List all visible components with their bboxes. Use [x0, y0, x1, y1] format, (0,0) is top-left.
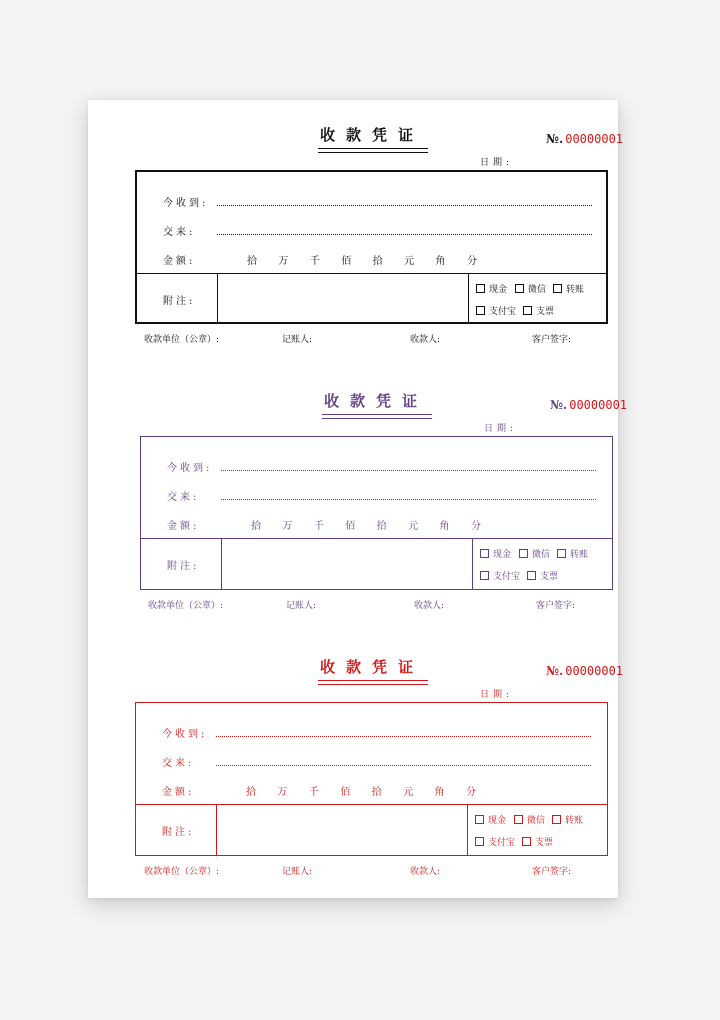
column-divider	[467, 804, 468, 855]
payment-option-transfer[interactable]: 转账	[552, 813, 583, 826]
footer-bookkeeper: 记账人:	[286, 601, 317, 611]
receipt-voucher-red	[88, 656, 624, 906]
voucher-form	[140, 436, 613, 590]
checkbox-icon	[519, 549, 528, 558]
amount-label: 金额:	[163, 256, 196, 267]
voucher-number	[546, 132, 623, 146]
checkbox-icon	[552, 815, 561, 824]
amount-unit: 角	[434, 787, 445, 798]
checkbox-icon	[480, 571, 489, 580]
amount-unit: 分	[470, 521, 481, 532]
payment-option-cash[interactable]: 现金	[476, 282, 507, 295]
payment-option-wechat[interactable]: 微信	[519, 547, 550, 560]
title-underline	[318, 148, 428, 149]
title-underline	[322, 414, 432, 415]
column-divider	[217, 273, 218, 322]
date-label: 日期:	[480, 158, 514, 168]
voucher-number	[546, 664, 623, 678]
payment-option-wechat[interactable]: 微信	[515, 282, 546, 295]
payment-option-alipay[interactable]: 支付宝	[476, 304, 516, 317]
column-divider	[468, 273, 469, 322]
column-divider	[216, 804, 217, 855]
date-label: 日期:	[480, 690, 514, 700]
footer-customer-signature: 客户签字:	[536, 601, 576, 611]
number-digits: 00000001	[565, 132, 624, 146]
received-from-field[interactable]	[216, 736, 591, 737]
for-field[interactable]	[217, 234, 592, 235]
voucher-title: 收款凭证	[324, 392, 429, 410]
amount-unit: 拾	[372, 256, 383, 267]
footer-bookkeeper: 记账人:	[282, 867, 313, 877]
row-divider	[137, 273, 606, 274]
amount-unit: 元	[403, 787, 414, 798]
amount-unit: 万	[277, 787, 288, 798]
checkbox-icon	[476, 306, 485, 315]
voucher-form	[135, 702, 608, 856]
payment-option-cash[interactable]: 现金	[480, 547, 511, 560]
for-field[interactable]	[216, 765, 591, 766]
amount-unit: 拾	[251, 521, 261, 532]
checkbox-icon	[527, 571, 536, 580]
amount-unit: 分	[465, 787, 476, 798]
checkbox-icon	[557, 549, 566, 558]
received-from-label: 今收到:	[162, 729, 208, 740]
voucher-title: 收款凭证	[320, 658, 425, 676]
for-label: 交来:	[162, 758, 195, 769]
amount-unit: 拾	[376, 521, 387, 532]
title-underline	[322, 418, 432, 419]
amount-units[interactable]	[251, 517, 481, 532]
number-digits: 00000001	[565, 664, 624, 678]
checkbox-icon	[523, 306, 532, 315]
footer-customer-signature: 客户签字:	[532, 335, 572, 345]
received-from-label: 今收到:	[163, 198, 209, 209]
footer-bookkeeper: 记账人:	[282, 335, 313, 345]
receipt-sheet	[88, 100, 628, 898]
for-field[interactable]	[221, 499, 596, 500]
checkbox-icon	[475, 815, 484, 824]
amount-unit: 佰	[345, 521, 356, 532]
checkbox-icon	[514, 815, 523, 824]
checkbox-icon	[522, 837, 531, 846]
payment-option-cash[interactable]: 现金	[475, 813, 506, 826]
date-label: 日期:	[484, 424, 518, 434]
footer-payee: 收款人:	[410, 867, 441, 877]
payment-option-alipay[interactable]: 支付宝	[480, 569, 520, 582]
voucher-number	[550, 398, 627, 412]
receipt-voucher-black	[88, 124, 624, 374]
payment-option-transfer[interactable]: 转账	[557, 547, 588, 560]
amount-unit: 千	[309, 256, 320, 267]
payment-option-cheque[interactable]: 支票	[523, 304, 554, 317]
payment-option-cheque[interactable]: 支票	[522, 835, 553, 848]
amount-unit: 角	[439, 521, 450, 532]
checkbox-icon	[553, 284, 562, 293]
footer-payee: 收款人:	[410, 335, 441, 345]
footer-customer-signature: 客户签字:	[532, 867, 572, 877]
checkbox-icon	[480, 549, 489, 558]
amount-unit: 元	[404, 256, 415, 267]
remarks-label: 附注:	[163, 296, 196, 307]
voucher-title: 收款凭证	[320, 126, 425, 144]
payment-option-transfer[interactable]: 转账	[553, 282, 584, 295]
column-divider	[472, 538, 473, 589]
checkbox-icon	[475, 837, 484, 846]
footer-company-seal: 收款单位（公章）:	[148, 601, 224, 611]
number-prefix: №.	[546, 132, 564, 146]
amount-unit: 佰	[341, 256, 352, 267]
amount-unit: 拾	[246, 787, 256, 798]
receipt-voucher-purple	[88, 390, 628, 640]
amount-units[interactable]	[246, 783, 476, 798]
amount-unit: 分	[466, 256, 477, 267]
footer-company-seal: 收款单位（公章）:	[144, 335, 220, 345]
payment-option-cheque[interactable]: 支票	[527, 569, 558, 582]
footer-company-seal: 收款单位（公章）:	[144, 867, 220, 877]
for-label: 交来:	[167, 492, 200, 503]
amount-unit: 千	[313, 521, 324, 532]
received-from-field[interactable]	[221, 470, 596, 471]
remarks-label: 附注:	[167, 561, 200, 572]
for-label: 交来:	[163, 227, 196, 238]
amount-unit: 佰	[340, 787, 351, 798]
number-prefix: №.	[550, 398, 568, 412]
amount-label: 金额:	[162, 787, 195, 798]
amount-unit: 元	[408, 521, 419, 532]
number-digits: 00000001	[569, 398, 628, 412]
row-divider	[141, 538, 612, 539]
amount-unit: 拾	[371, 787, 382, 798]
remarks-label: 附注:	[162, 827, 195, 838]
amount-unit: 角	[435, 256, 446, 267]
row-divider	[136, 804, 607, 805]
amount-unit: 万	[278, 256, 289, 267]
title-underline	[318, 152, 428, 153]
checkbox-icon	[476, 284, 485, 293]
amount-units[interactable]	[247, 252, 477, 267]
amount-unit: 千	[308, 787, 319, 798]
column-divider	[221, 538, 222, 589]
payment-option-alipay[interactable]: 支付宝	[475, 835, 515, 848]
number-prefix: №.	[546, 664, 564, 678]
received-from-label: 今收到:	[167, 463, 213, 474]
voucher-form	[135, 170, 608, 324]
footer-payee: 收款人:	[414, 601, 445, 611]
received-from-field[interactable]	[217, 205, 592, 206]
amount-unit: 万	[282, 521, 293, 532]
title-underline	[318, 684, 428, 685]
payment-option-wechat[interactable]: 微信	[514, 813, 545, 826]
title-underline	[318, 680, 428, 681]
amount-label: 金额:	[167, 521, 200, 532]
checkbox-icon	[515, 284, 524, 293]
amount-unit: 拾	[247, 256, 257, 267]
